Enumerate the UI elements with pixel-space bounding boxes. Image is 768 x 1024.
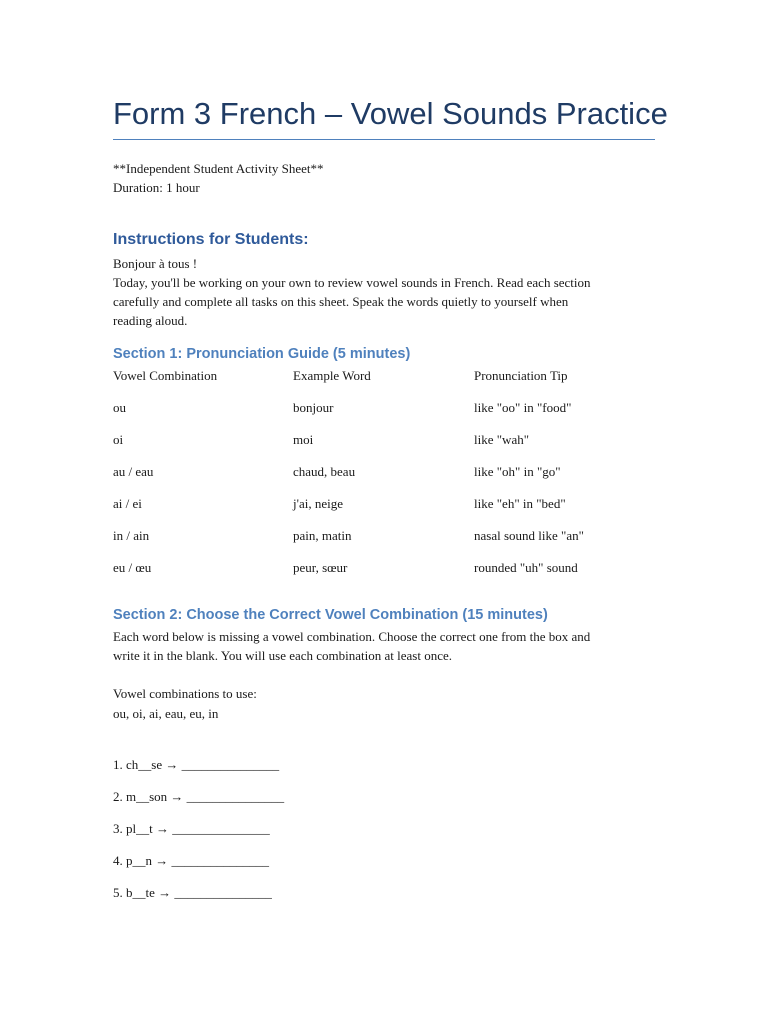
table-cell: moi — [293, 432, 314, 447]
instructions-line: carefully and complete all tasks on this sheet. Speak the words quietly to yourself when — [113, 294, 569, 309]
title-underline — [113, 139, 655, 140]
section2-heading: Section 2: Choose the Correct Vowel Combination (15 minutes) — [113, 607, 548, 623]
table-cell: bonjour — [293, 400, 334, 415]
section2-instructions-line: Each word below is missing a vowel combination. Choose the correct one from the box and — [113, 629, 591, 644]
page-title: Form 3 French – Vowel Sounds Practice — [113, 96, 668, 131]
activity-subtitle: **Independent Student Activity Sheet** — [113, 161, 324, 176]
table-cell: like "oh" in "go" — [474, 464, 561, 479]
instructions-line: reading aloud. — [113, 313, 188, 328]
exercise-item: 1. ch__se → _______________ — [113, 757, 280, 772]
table-cell: like "eh" in "bed" — [474, 496, 566, 511]
table-cell: chaud, beau — [293, 464, 356, 479]
table-cell: au / eau — [113, 464, 154, 479]
instructions-heading: Instructions for Students: — [113, 231, 309, 248]
table-cell: peur, sœur — [293, 560, 348, 575]
exercise-item: 4. p__n → _______________ — [113, 853, 269, 868]
table-cell: nasal sound like "an" — [474, 528, 584, 543]
table-cell: eu / œu — [113, 560, 152, 575]
instructions-line: Today, you'll be working on your own to review vowel sounds in French. Read each section — [113, 275, 591, 290]
vowel-box-label: Vowel combinations to use: — [113, 686, 257, 701]
table-header-cell: Vowel Combination — [113, 368, 218, 383]
table-cell: pain, matin — [293, 528, 352, 543]
section2-instructions-line: write it in the blank. You will use each combination at least once. — [113, 648, 453, 663]
table-cell: ai / ei — [113, 496, 142, 511]
duration-text: Duration: 1 hour — [113, 180, 200, 195]
table-cell: like "wah" — [474, 432, 530, 447]
exercise-item: 3. pl__t → _______________ — [113, 821, 270, 836]
table-cell: rounded "uh" sound — [474, 560, 578, 575]
table-cell: in / ain — [113, 528, 150, 543]
exercise-item: 5. b__te → _______________ — [113, 885, 272, 900]
table-header-cell: Example Word — [293, 368, 371, 383]
exercise-item: 2. m__son → _______________ — [113, 789, 285, 804]
table-cell: like "oo" in "food" — [474, 400, 572, 415]
table-cell: ou — [113, 400, 126, 415]
table-cell: j'ai, neige — [293, 496, 343, 511]
vowel-box-values: ou, oi, ai, eau, eu, in — [113, 706, 219, 721]
table-header-cell: Pronunciation Tip — [474, 368, 568, 383]
greeting-text: Bonjour à tous ! — [113, 256, 198, 271]
table-cell: oi — [113, 432, 124, 447]
section1-heading: Section 1: Pronunciation Guide (5 minutes) — [113, 346, 411, 362]
